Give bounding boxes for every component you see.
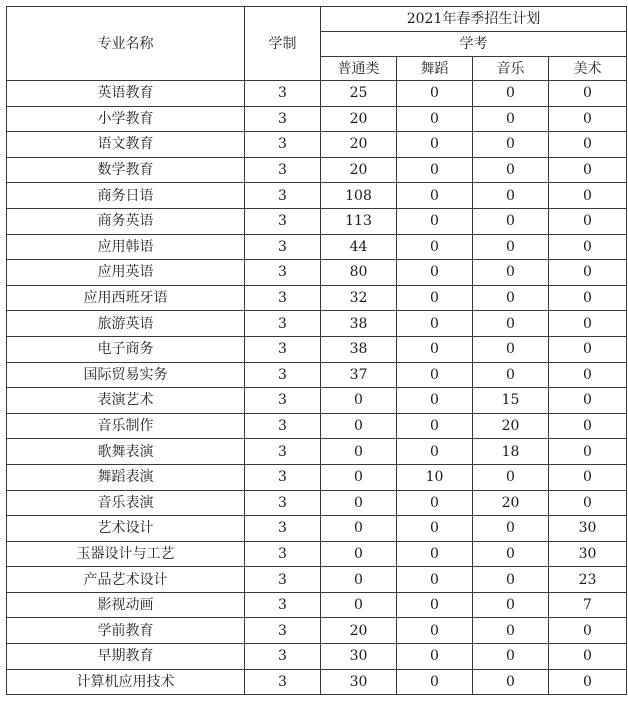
general-quota-cell: 30 (321, 644, 397, 670)
duration-cell: 3 (245, 413, 321, 439)
dance-quota-cell: 0 (397, 567, 473, 593)
fine-arts-quota-cell: 7 (549, 592, 627, 618)
general-quota-cell: 0 (321, 413, 397, 439)
dance-quota-cell: 0 (397, 644, 473, 670)
exam-group-header: 学考 (321, 32, 627, 57)
table-row (7, 336, 627, 362)
music-quota-cell: 0 (473, 208, 549, 234)
major-name-cell: 产品艺术设计 (7, 567, 245, 593)
table-row (7, 464, 627, 490)
general-quota-cell: 20 (321, 157, 397, 183)
fine-arts-quota-cell: 0 (549, 208, 627, 234)
music-quota-cell: 0 (473, 618, 549, 644)
general-quota-cell: 0 (321, 464, 397, 490)
major-name-cell: 歌舞表演 (7, 439, 245, 465)
fine-arts-quota-cell: 0 (549, 388, 627, 414)
table-row (7, 81, 627, 107)
duration-cell: 3 (245, 336, 321, 362)
fine-arts-quota-cell: 0 (549, 260, 627, 286)
duration-cell: 3 (245, 388, 321, 414)
major-name-cell: 商务日语 (7, 183, 245, 209)
major-name-cell: 国际贸易实务 (7, 362, 245, 388)
dance-quota-cell: 0 (397, 260, 473, 286)
table-row (7, 490, 627, 516)
duration-header: 学制 (245, 7, 321, 81)
major-name-cell: 应用西班牙语 (7, 285, 245, 311)
major-name-cell: 玉器设计与工艺 (7, 541, 245, 567)
dance-quota-cell: 0 (397, 592, 473, 618)
fine-arts-quota-cell: 0 (549, 413, 627, 439)
music-quota-cell: 0 (473, 644, 549, 670)
dance-quota-cell: 0 (397, 618, 473, 644)
fine-arts-quota-cell: 0 (549, 132, 627, 158)
general-quota-cell: 30 (321, 669, 397, 695)
music-quota-cell: 0 (473, 516, 549, 542)
general-quota-cell: 0 (321, 567, 397, 593)
dance-quota-cell: 0 (397, 388, 473, 414)
duration-cell: 3 (245, 260, 321, 286)
duration-cell: 3 (245, 516, 321, 542)
music-header: 音乐 (473, 57, 549, 81)
general-quota-cell: 37 (321, 362, 397, 388)
fine-arts-quota-cell: 0 (549, 618, 627, 644)
table-row (7, 567, 627, 593)
music-quota-cell: 0 (473, 132, 549, 158)
general-quota-cell: 113 (321, 208, 397, 234)
duration-cell: 3 (245, 464, 321, 490)
duration-cell: 3 (245, 208, 321, 234)
fine-arts-quota-cell: 0 (549, 311, 627, 337)
major-name-cell: 学前教育 (7, 618, 245, 644)
major-name-cell: 小学教育 (7, 106, 245, 132)
plan-title: 2021年春季招生计划 (321, 7, 627, 32)
table-row (7, 132, 627, 158)
table-row (7, 541, 627, 567)
dance-quota-cell: 0 (397, 541, 473, 567)
music-quota-cell: 0 (473, 260, 549, 286)
major-name-cell: 应用韩语 (7, 234, 245, 260)
dance-quota-cell: 0 (397, 336, 473, 362)
table-row (7, 669, 627, 695)
dance-quota-cell: 0 (397, 439, 473, 465)
dance-quota-cell: 0 (397, 106, 473, 132)
music-quota-cell: 0 (473, 567, 549, 593)
duration-cell: 3 (245, 592, 321, 618)
dance-quota-cell: 10 (397, 464, 473, 490)
music-quota-cell: 0 (473, 541, 549, 567)
duration-cell: 3 (245, 106, 321, 132)
duration-cell: 3 (245, 285, 321, 311)
general-quota-cell: 80 (321, 260, 397, 286)
table-row (7, 618, 627, 644)
table-row (7, 157, 627, 183)
fine-arts-header: 美术 (549, 57, 627, 81)
music-quota-cell: 18 (473, 439, 549, 465)
duration-cell: 3 (245, 644, 321, 670)
major-name-cell: 计算机应用技术 (7, 669, 245, 695)
general-quota-cell: 20 (321, 132, 397, 158)
general-quota-cell: 20 (321, 106, 397, 132)
major-name-cell: 影视动画 (7, 592, 245, 618)
duration-cell: 3 (245, 618, 321, 644)
major-name-cell: 旅游英语 (7, 311, 245, 337)
music-quota-cell: 0 (473, 106, 549, 132)
duration-cell: 3 (245, 81, 321, 107)
duration-cell: 3 (245, 669, 321, 695)
music-quota-cell: 0 (473, 81, 549, 107)
dance-quota-cell: 0 (397, 490, 473, 516)
major-name-cell: 数学教育 (7, 157, 245, 183)
major-name-cell: 早期教育 (7, 644, 245, 670)
music-quota-cell: 0 (473, 592, 549, 618)
fine-arts-quota-cell: 0 (549, 183, 627, 209)
major-name-cell: 音乐表演 (7, 490, 245, 516)
fine-arts-quota-cell: 0 (549, 464, 627, 490)
general-category-header: 普通类 (321, 57, 397, 81)
fine-arts-quota-cell: 0 (549, 106, 627, 132)
major-name-cell: 电子商务 (7, 336, 245, 362)
music-quota-cell: 0 (473, 183, 549, 209)
fine-arts-quota-cell: 0 (549, 285, 627, 311)
general-quota-cell: 0 (321, 439, 397, 465)
general-quota-cell: 0 (321, 490, 397, 516)
dance-quota-cell: 0 (397, 81, 473, 107)
table-row (7, 388, 627, 414)
dance-quota-cell: 0 (397, 516, 473, 542)
fine-arts-quota-cell: 0 (549, 362, 627, 388)
major-name-cell: 商务英语 (7, 208, 245, 234)
major-name-cell: 语文教育 (7, 132, 245, 158)
table-row (7, 311, 627, 337)
major-name-cell: 艺术设计 (7, 516, 245, 542)
table-row (7, 285, 627, 311)
general-quota-cell: 0 (321, 388, 397, 414)
music-quota-cell: 0 (473, 669, 549, 695)
music-quota-cell: 20 (473, 490, 549, 516)
table-row (7, 413, 627, 439)
music-quota-cell: 0 (473, 311, 549, 337)
table-row (7, 106, 627, 132)
music-quota-cell: 0 (473, 285, 549, 311)
duration-cell: 3 (245, 234, 321, 260)
music-quota-cell: 0 (473, 157, 549, 183)
table-body (7, 81, 627, 695)
major-name-cell: 音乐制作 (7, 413, 245, 439)
table-row (7, 260, 627, 286)
duration-cell: 3 (245, 362, 321, 388)
table-row (7, 516, 627, 542)
dance-quota-cell: 0 (397, 157, 473, 183)
major-name-cell: 英语教育 (7, 81, 245, 107)
duration-cell: 3 (245, 541, 321, 567)
dance-quota-cell: 0 (397, 132, 473, 158)
fine-arts-quota-cell: 30 (549, 541, 627, 567)
general-quota-cell: 25 (321, 81, 397, 107)
major-name-header: 专业名称 (7, 7, 245, 81)
music-quota-cell: 0 (473, 336, 549, 362)
dance-quota-cell: 0 (397, 413, 473, 439)
dance-quota-cell: 0 (397, 362, 473, 388)
table-row (7, 592, 627, 618)
music-quota-cell: 0 (473, 464, 549, 490)
dance-quota-cell: 0 (397, 183, 473, 209)
general-quota-cell: 20 (321, 618, 397, 644)
duration-cell: 3 (245, 567, 321, 593)
dance-quota-cell: 0 (397, 208, 473, 234)
fine-arts-quota-cell: 0 (549, 669, 627, 695)
fine-arts-quota-cell: 0 (549, 336, 627, 362)
music-quota-cell: 15 (473, 388, 549, 414)
fine-arts-quota-cell: 30 (549, 516, 627, 542)
fine-arts-quota-cell: 0 (549, 234, 627, 260)
general-quota-cell: 38 (321, 336, 397, 362)
general-quota-cell: 108 (321, 183, 397, 209)
duration-cell: 3 (245, 311, 321, 337)
fine-arts-quota-cell: 0 (549, 439, 627, 465)
major-name-cell: 表演艺术 (7, 388, 245, 414)
dance-quota-cell: 0 (397, 234, 473, 260)
general-quota-cell: 0 (321, 541, 397, 567)
duration-cell: 3 (245, 157, 321, 183)
general-quota-cell: 44 (321, 234, 397, 260)
fine-arts-quota-cell: 0 (549, 157, 627, 183)
music-quota-cell: 0 (473, 234, 549, 260)
music-quota-cell: 20 (473, 413, 549, 439)
table-row (7, 644, 627, 670)
table-row (7, 362, 627, 388)
fine-arts-quota-cell: 0 (549, 490, 627, 516)
fine-arts-quota-cell: 0 (549, 644, 627, 670)
duration-cell: 3 (245, 439, 321, 465)
table-row (7, 183, 627, 209)
dance-header: 舞蹈 (397, 57, 473, 81)
table-row (7, 234, 627, 260)
duration-cell: 3 (245, 183, 321, 209)
major-name-cell: 应用英语 (7, 260, 245, 286)
duration-cell: 3 (245, 490, 321, 516)
table-row (7, 208, 627, 234)
duration-cell: 3 (245, 132, 321, 158)
music-quota-cell: 0 (473, 362, 549, 388)
major-name-cell: 舞蹈表演 (7, 464, 245, 490)
dance-quota-cell: 0 (397, 669, 473, 695)
dance-quota-cell: 0 (397, 285, 473, 311)
fine-arts-quota-cell: 0 (549, 81, 627, 107)
general-quota-cell: 38 (321, 311, 397, 337)
general-quota-cell: 0 (321, 516, 397, 542)
table-row (7, 439, 627, 465)
dance-quota-cell: 0 (397, 311, 473, 337)
general-quota-cell: 32 (321, 285, 397, 311)
enrollment-plan-table (6, 6, 627, 695)
fine-arts-quota-cell: 23 (549, 567, 627, 593)
general-quota-cell: 0 (321, 592, 397, 618)
